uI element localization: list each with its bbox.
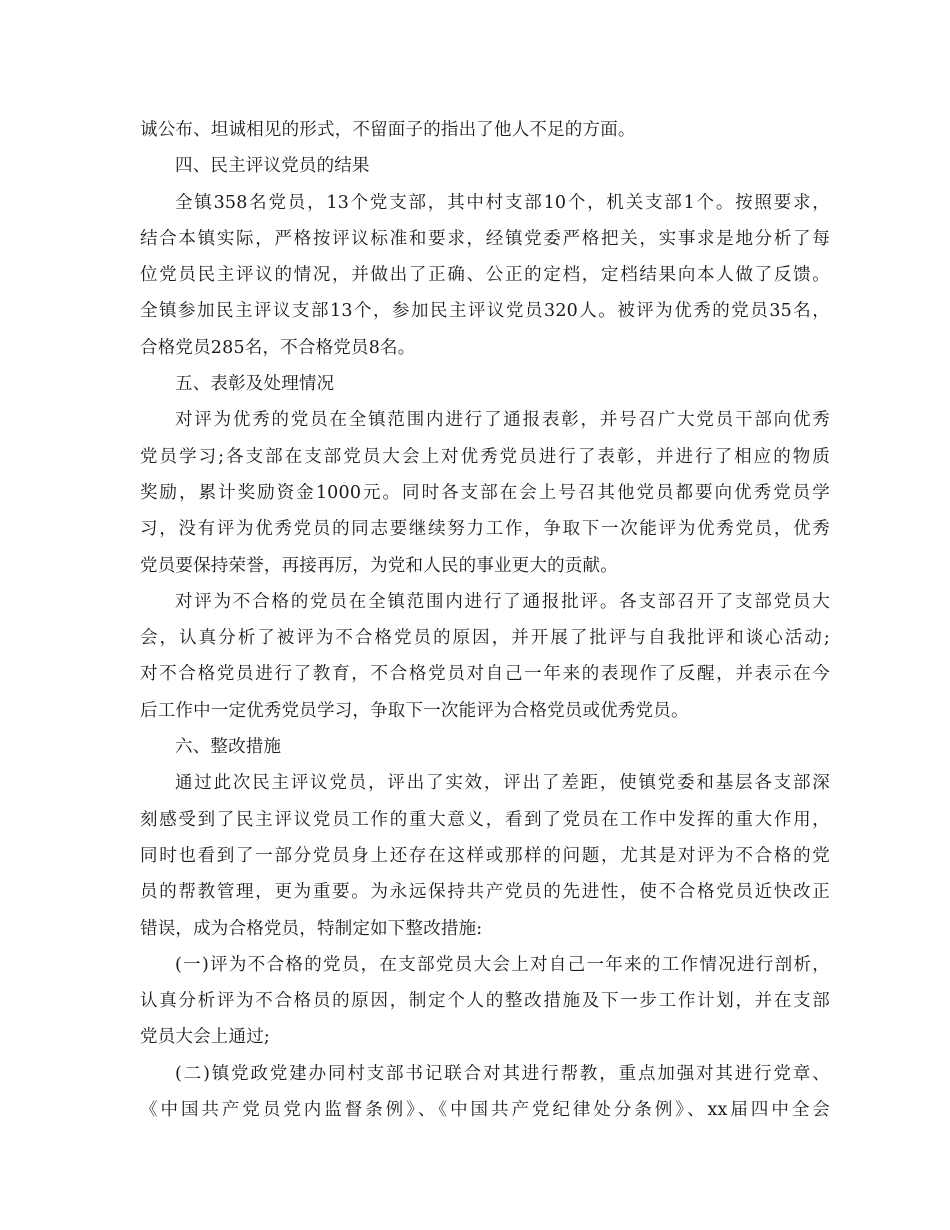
text-line: 对不合格党员进行了教育，不合格党员对自己一年来的表现作了反醒，并表示在今 (140, 664, 830, 685)
text-line: (一)评为不合格的党员，在支部党员大会上对自己一年来的工作情况进行剖析， (175, 954, 830, 975)
text-line: 刻感受到了民主评议党员工作的重大意义，看到了党员在工作中发挥的重大作用， (140, 809, 830, 830)
text-line: 同时也看到了一部分党员身上还存在这样或那样的问题，尤其是对评为不合格的党 (140, 845, 830, 866)
text-line: 错误，成为合格党员，特制定如下整改措施: (140, 918, 483, 939)
text-line: 奖励，累计奖励资金1000元。同时各支部在会上号召其他党员都要向优秀党员学 (140, 482, 830, 503)
text-line: 全镇358名党员，13个党支部，其中村支部10个，机关支部1个。按照要求， (175, 192, 830, 213)
text-line: 对评为不合格的党员在全镇范围内进行了通报批评。各支部召开了支部党员大 (175, 591, 830, 612)
text-line: 合格党员285名，不合格党员8名。 (140, 337, 416, 358)
text-line: 结合本镇实际，严格按评议标准和要求，经镇党委严格把关，实事求是地分析了每 (140, 228, 830, 249)
text-line: 五、表彰及处理情况 (175, 374, 335, 395)
text-line: 党员学习;各支部在支部党员大会上对优秀党员进行了表彰，并进行了相应的物质 (140, 446, 830, 467)
text-line: 后工作中一定优秀党员学习，争取下一次能评为合格党员或优秀党员。 (140, 700, 689, 721)
text-line: 全镇参加民主评议支部13个，参加民主评议党员320人。被评为优秀的党员35名， (140, 301, 830, 322)
text-line: 习，没有评为优秀党员的同志要继续努力工作，争取下一次能评为优秀党员，优秀 (140, 519, 830, 540)
text-line: 党员大会上通过; (140, 1027, 270, 1048)
text-line: 诚公布、坦诚相见的形式，不留面子的指出了他人不足的方面。 (140, 120, 636, 140)
text-line: 四、民主评议党员的结果 (175, 156, 370, 177)
text-line: 党员要保持荣誉，再接再厉，为党和人民的事业更大的贡献。 (140, 555, 618, 576)
text-line: 六、整改措施 (175, 737, 282, 758)
text-line: 认真分析评为不合格员的原因，制定个人的整改措施及下一步工作计划，并在支部 (140, 991, 830, 1012)
text-line: 会，认真分析了被评为不合格党员的原因，并开展了批评与自我批评和谈心活动; (140, 628, 830, 649)
text-line: 通过此次民主评议党员，评出了实效，评出了差距，使镇党委和基层各支部深 (175, 773, 830, 794)
text-line: 位党员民主评议的情况，并做出了正确、公正的定档，定档结果向本人做了反馈。 (140, 265, 830, 286)
text-line: 《中国共产党员党内监督条例》、《中国共产党纪律处分条例》、xx届四中全会 (140, 1100, 830, 1121)
document-body (140, 112, 830, 1128)
text-line: 对评为优秀的党员在全镇范围内进行了通报表彰，并号召广大党员干部向优秀 (175, 410, 830, 431)
text-line: 员的帮教管理，更为重要。为永远保持共产党员的先进性，使不合格党员近快改正 (140, 882, 830, 903)
text-line: (二)镇党政党建办同村支部书记联合对其进行帮教，重点加强对其进行党章、 (175, 1063, 830, 1084)
